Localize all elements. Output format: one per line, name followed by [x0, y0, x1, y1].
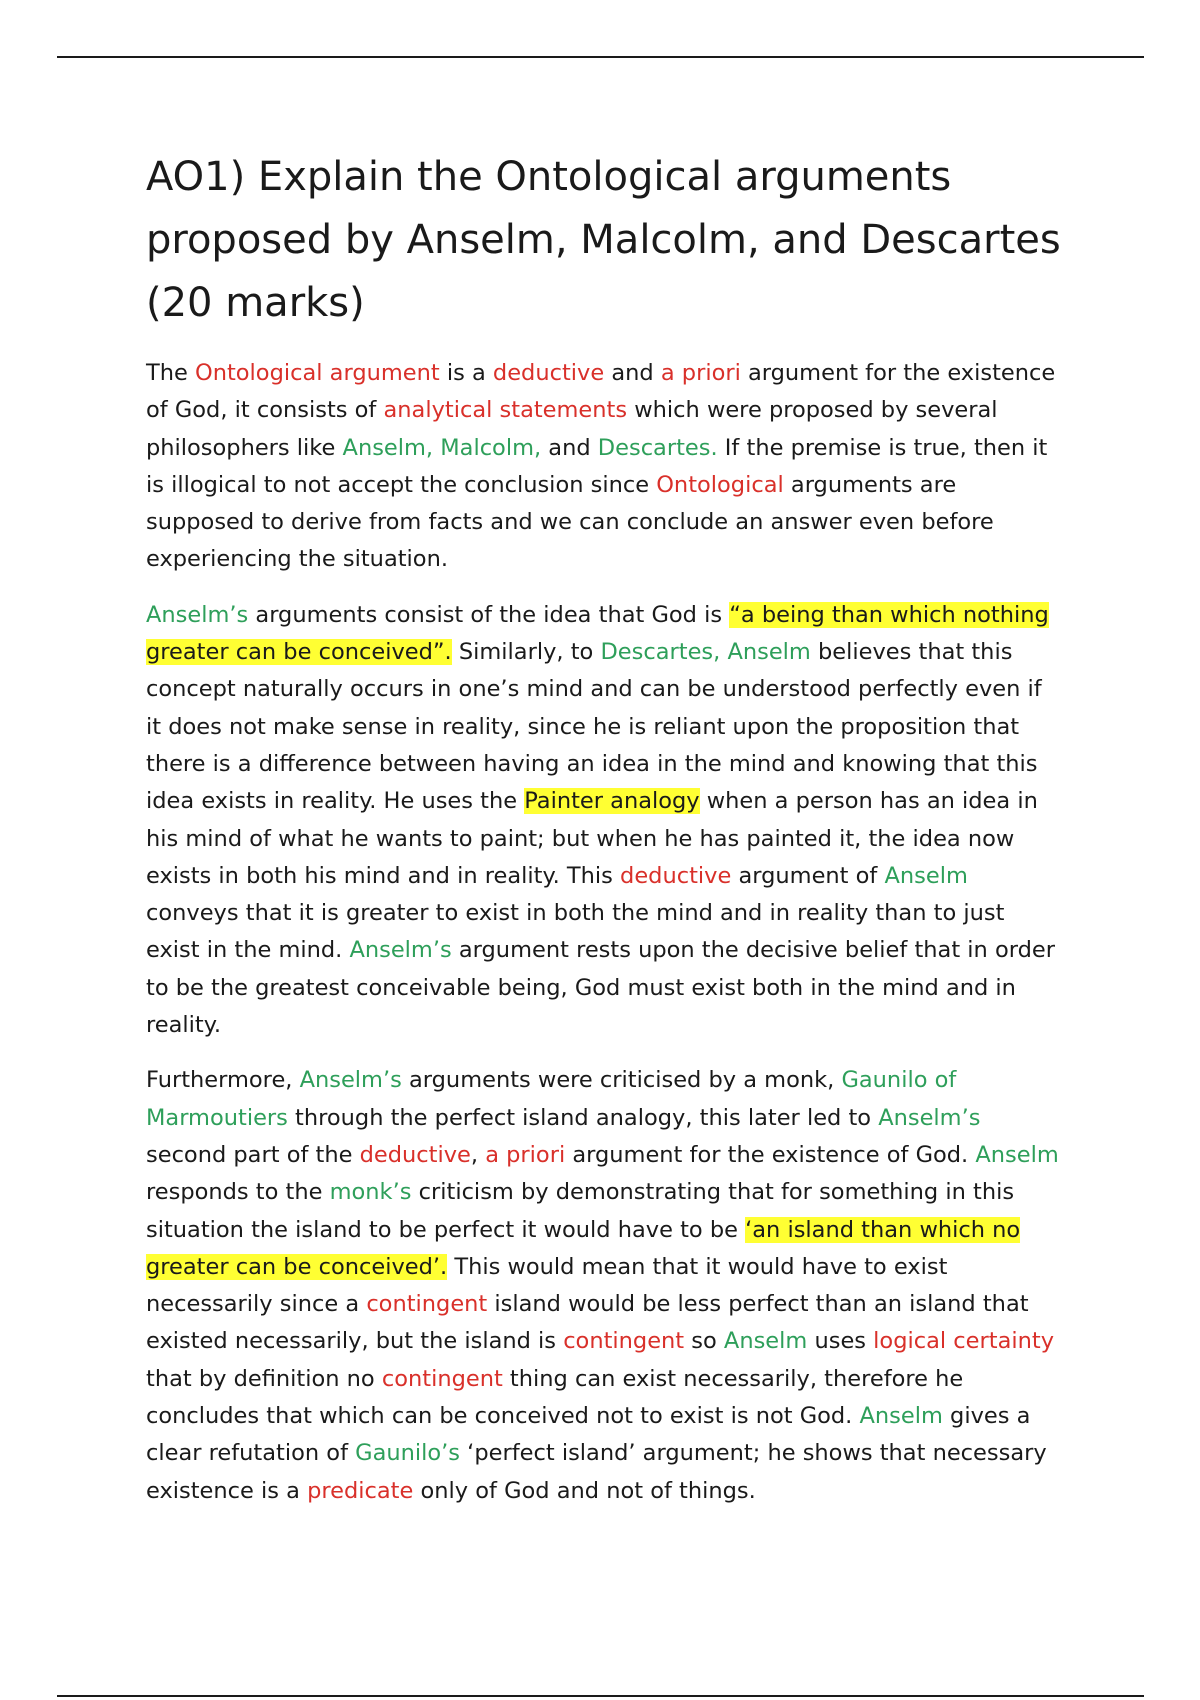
- paragraph-text: Similarly, to: [451, 639, 601, 666]
- philosopher-name: Anselm: [859, 1403, 943, 1430]
- paragraph-text: and: [541, 434, 598, 461]
- document-body: [146, 146, 1062, 1528]
- bottom-rule: [57, 1695, 1144, 1697]
- highlighted-quote: ‘an island than which no greater can be conceived’.: [146, 1216, 1021, 1280]
- paragraph-text: which were proposed by several philosophers like: [146, 397, 998, 461]
- paragraph-text: through the perfect island analogy, this later led to: [287, 1104, 879, 1131]
- paragraph-text: thing can exist necessarily, therefore he concludes that which can be conceived not to exist is not God.: [146, 1365, 964, 1430]
- philosopher-name: Descartes.: [597, 434, 718, 461]
- philosopher-name: Anselm, Malcolm,: [342, 434, 542, 461]
- top-rule: [57, 56, 1144, 58]
- key-term: contingent: [381, 1365, 503, 1392]
- key-term: logical certainty: [873, 1328, 1055, 1355]
- paragraph-text: so: [684, 1328, 724, 1355]
- highlighted-quote: “a being than which nothing greater can be conceived”.: [146, 601, 1049, 666]
- paragraph-list: [146, 355, 1062, 1510]
- page-title: AO1) Explain the Ontological arguments proposed by Anselm, Malcolm, and Descartes (20 marks): [146, 154, 1061, 326]
- paragraph-text: believes that this concept naturally occurs in one’s mind and can be understood perfectly even if it does not make sense in reality, since he is reliant upon the proposition that there is a difference between having an idea in the mind and knowing that this idea exists in reality. He uses the: [146, 639, 1042, 815]
- paragraph-text: and: [604, 360, 661, 386]
- key-term: Ontological: [656, 471, 784, 498]
- key-term: deductive: [492, 360, 605, 386]
- paragraph-text: argument rests upon the decisive belief that in order to be the greatest conceivable being, God must exist both in the mind and in reality.: [146, 937, 1055, 1039]
- paragraph-text: criticism by demonstrating that for something in this situation the island to be perfect it would have to be: [146, 1179, 1015, 1243]
- key-term: predicate: [307, 1477, 414, 1504]
- paragraph: [146, 355, 1062, 579]
- key-term: a priori: [485, 1141, 566, 1168]
- paragraph-text: arguments were criticised by a monk,: [401, 1067, 842, 1094]
- paragraph-text: argument of: [731, 862, 885, 889]
- paragraph-text: ,: [470, 1141, 486, 1168]
- philosopher-name: Anselm’s: [878, 1104, 981, 1131]
- philosopher-name: Gaunilo of Marmoutiers: [146, 1067, 957, 1131]
- paragraph-text: island would be less perfect than an island that existed necessarily, but the island is: [146, 1291, 1029, 1355]
- paragraph-text: second part of the: [146, 1141, 360, 1168]
- paragraph-text: argument for the existence of God, it consists of: [146, 360, 1056, 424]
- paragraph-text: that by definition no: [146, 1365, 382, 1392]
- philosopher-name: Anselm’s: [146, 601, 249, 628]
- key-term: contingent: [563, 1328, 685, 1355]
- philosopher-name: Anselm’s: [299, 1067, 402, 1094]
- paragraph-text: gives a clear refutation of: [146, 1403, 1031, 1467]
- paragraph-text: argument for the existence of God.: [565, 1141, 976, 1168]
- paragraph-text: responds to the: [146, 1179, 330, 1206]
- paragraph-text: conveys that it is greater to exist in both the mind and in reality than to just exist in the mind.: [146, 900, 1005, 964]
- paragraph: [146, 1062, 1062, 1510]
- key-term: Ontological argument: [195, 360, 440, 386]
- key-term: analytical statements: [383, 397, 628, 424]
- paragraph-text: If the premise is true, then it is illogical to not accept the conclusion since: [146, 434, 1048, 498]
- paragraph-text: arguments consist of the idea that God is: [248, 601, 730, 628]
- key-term: contingent: [366, 1291, 488, 1318]
- paragraph-text: uses: [807, 1328, 874, 1355]
- philosopher-name: Gaunilo’s: [355, 1440, 461, 1467]
- paragraph-text: arguments are supposed to derive from facts and we can conclude an answer even before experiencing the situation.: [146, 471, 994, 573]
- paragraph-text: The: [146, 360, 195, 386]
- paragraph-text: only of God and not of things.: [413, 1477, 756, 1504]
- philosopher-name: Descartes, Anselm: [600, 639, 811, 666]
- paragraph-text: when a person has an idea in his mind of what he wants to paint; but when he has painted it, the idea now exists in both his mind and in reality. This: [146, 788, 1038, 889]
- philosopher-name: monk’s: [329, 1179, 412, 1206]
- philosopher-name: Anselm: [723, 1328, 808, 1355]
- philosopher-name: Anselm: [975, 1141, 1059, 1168]
- philosopher-name: Anselm: [884, 862, 968, 889]
- paragraph-text: is a: [439, 360, 493, 386]
- philosopher-name: Anselm’s: [349, 937, 452, 964]
- highlighted-quote: Painter analogy: [524, 788, 700, 815]
- paragraph: [146, 597, 1062, 1045]
- paragraph-text: This would mean that it would have to exist necessarily since a: [146, 1253, 948, 1318]
- paragraph-text: ‘perfect island’ argument; he shows that necessary existence is a: [146, 1440, 1047, 1504]
- key-term: deductive: [620, 862, 732, 889]
- paragraph-text: Furthermore,: [146, 1067, 300, 1094]
- key-term: deductive: [359, 1141, 471, 1168]
- key-term: a priori: [660, 360, 741, 386]
